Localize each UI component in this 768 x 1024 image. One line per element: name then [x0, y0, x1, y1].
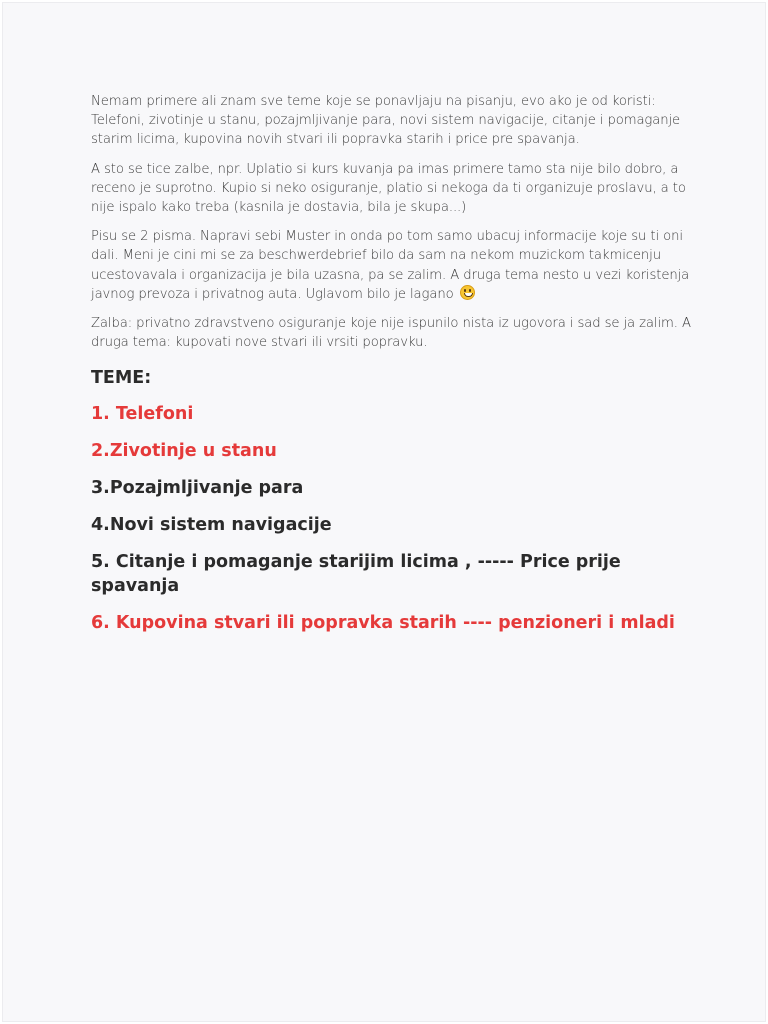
document-content — [91, 92, 691, 648]
topic-item-1: 1. Telefoni — [91, 404, 194, 425]
topic-item-4: 4.Novi sistem navigacije — [91, 515, 332, 536]
paragraph-intro: Nemam primere ali znam sve teme koje se ponavljaju na pisanju, evo ako je od koristi: Telefoni, zivotinje u stanu, pozajmljivanje para, novi sistem navigacije, citanje i pomaganje starim licima, kupovina novih stvari ili popravka starih i price pre spavanja. — [91, 94, 681, 148]
document-page — [2, 2, 766, 1022]
paragraph-letters — [91, 227, 691, 304]
paragraph-zalba-topic: Zalba: privatno zdravstveno osiguranje koje nije ispunilo nista iz ugovora i sad se ja zalim. A druga tema: kupovati nove stvari ili vrsiti popravku. — [91, 316, 691, 351]
topic-item-6: 6. Kupovina stvari ili popravka starih ---- penzioneri i mladi — [91, 613, 675, 634]
topic-item-2: 2.Zivotinje u stanu — [91, 441, 277, 462]
teme-heading: TEME: — [91, 368, 152, 389]
topic-item-5: 5. Citanje i pomaganje starijim licima , ----- Price prije spavanja — [91, 552, 621, 597]
topic-item-3: 3.Pozajmljivanje para — [91, 478, 304, 499]
paragraph-zalba-examples: A sto se tice zalbe, npr. Uplatio si kurs kuvanja pa imas primere tamo sta nije bilo dobro, a receno je suprotno. Kupio si neko osiguranje, platio si nekoga da ti organizuje proslavu, a to nije ispalo kako treba (kasnila je dostavia, bila je skupa...) — [91, 161, 686, 216]
paragraph-letters-text: Pisu se 2 pisma. Napravi sebi Muster in onda po tom samo ubacuj informacije koje su ti oni dali. Meni je cini mi se za beschwerdebrief bilo da sam na nekom muzickom takmicenju ucestovavala i organizacija je bila uzasna, pa se zalim. A druga tema nesto u vezi koristenja javnog prevoza i privatnog auta. Uglavom bilo je lagano — [91, 229, 690, 302]
grinning-face-emoji-icon — [460, 285, 475, 300]
